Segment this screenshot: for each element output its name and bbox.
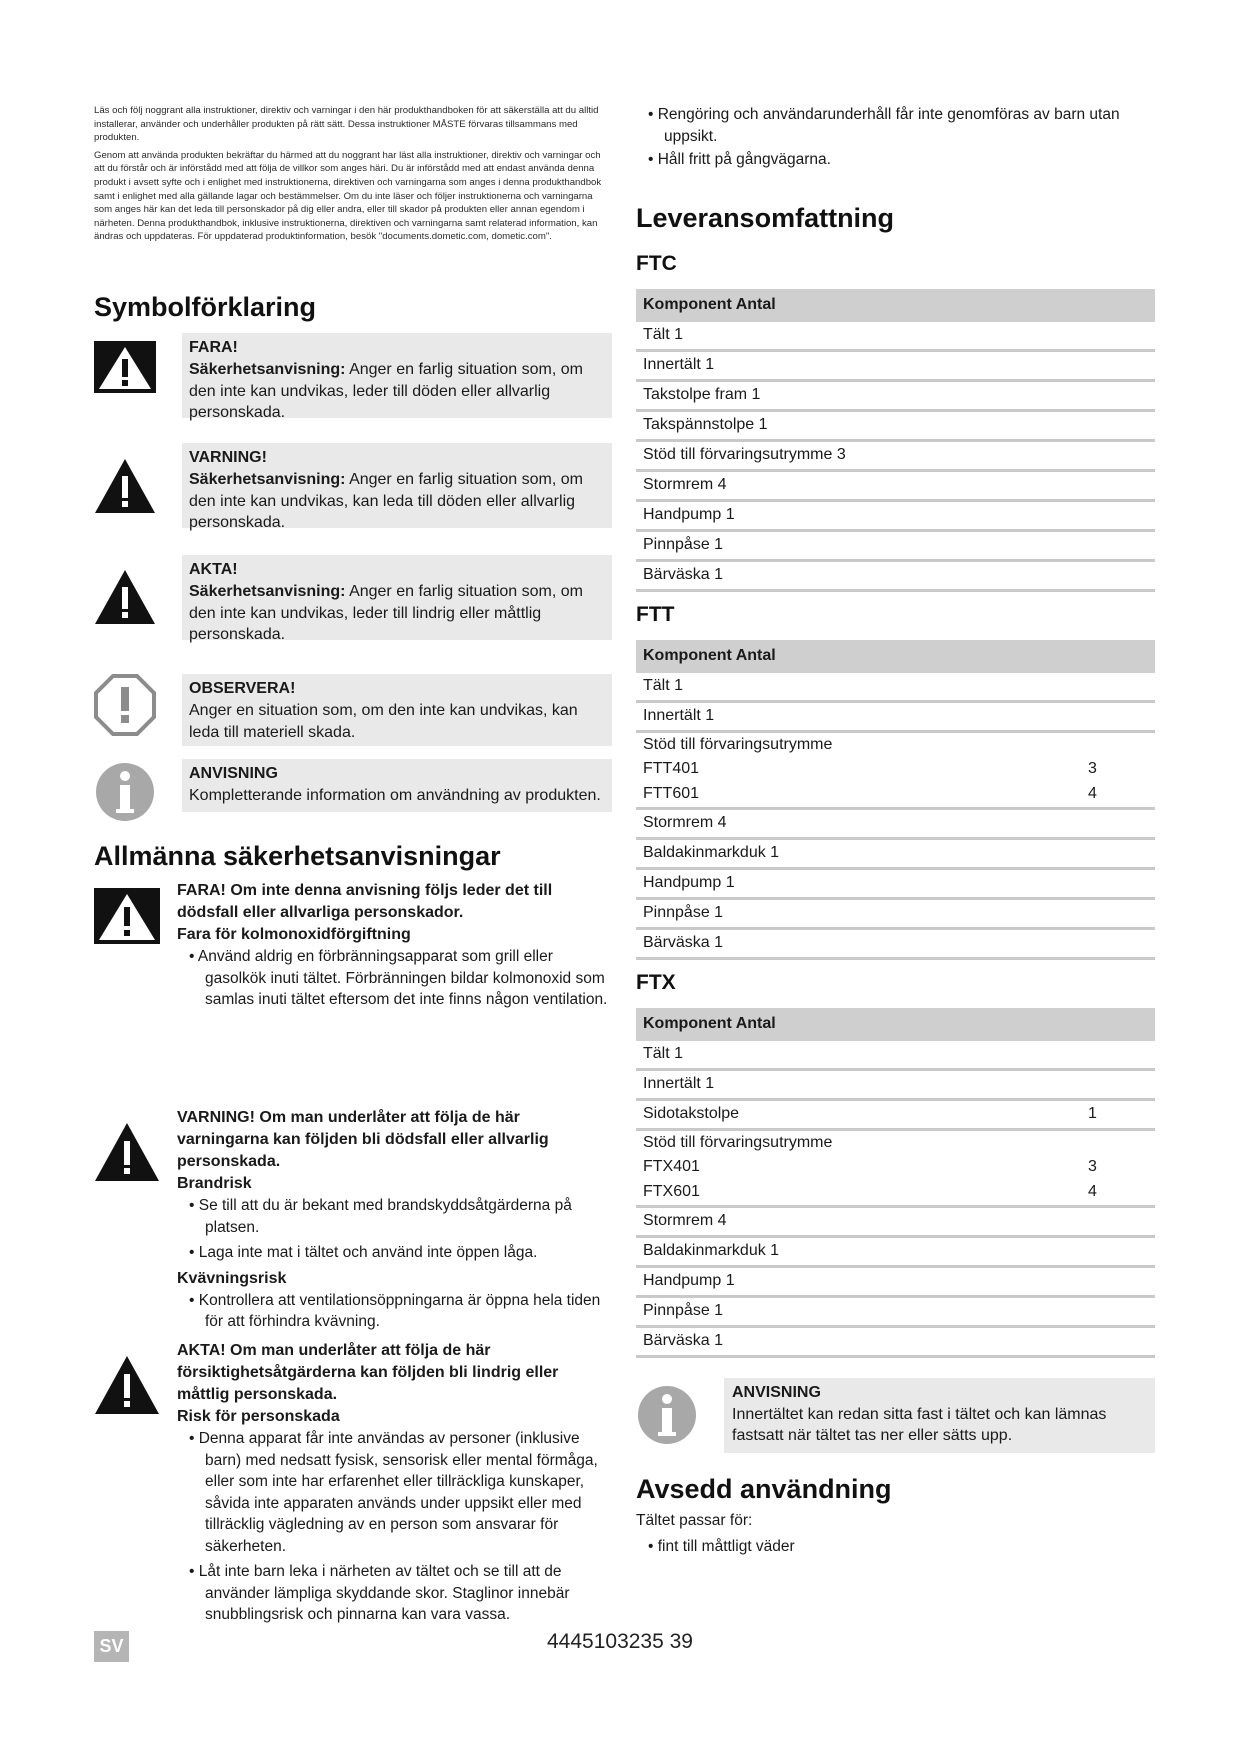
table-cell: Takspännstolpe 1 [636, 410, 1155, 440]
table-header: Komponent Antal [636, 640, 1155, 673]
danger-warning-icon [94, 341, 156, 403]
ftx-table [636, 1008, 1155, 1358]
table-row [636, 322, 1155, 351]
symbol-text [189, 469, 605, 534]
list-item: • Kontrollera att ventilationsöppningarna är öppna hela tiden för att förhindra kvävning. [189, 1291, 601, 1330]
table-cell: Handpump 1 [636, 500, 1155, 530]
symbol-lead: Säkerhetsanvisning: [189, 361, 346, 378]
symbol-title: ANVISNING [189, 765, 278, 782]
table-header-row [636, 1008, 1155, 1041]
ftt-table [636, 640, 1155, 960]
list-item: • Låt inte barn leka i närheten av tältet och se till att de använder lämpliga skyddande skor. Staglinor innebär snubblingsrisk och pinnarna kan vara vassa. [189, 1563, 570, 1623]
intro-text [94, 104, 612, 248]
table-cell-qty: 3 [1088, 759, 1097, 777]
table-row [636, 868, 1155, 898]
table-cell: Takstolpe fram 1 [636, 380, 1155, 410]
table-row [636, 673, 1155, 702]
table-row [636, 781, 1155, 809]
table-header-row [636, 640, 1155, 673]
table-cell: Pinnpåse 1 [636, 898, 1155, 928]
table-row [636, 1266, 1155, 1296]
table-row [636, 1069, 1155, 1099]
table-cell: Stöd till förvaringsutrymme [643, 1133, 833, 1151]
safety-warning-heading: VARNING! Om man underlåter att följa de här varningarna kan följden bli dödsfall eller allvarlig personskada. [177, 1109, 549, 1170]
table-cell: Handpump 1 [636, 868, 1155, 898]
table-cell: Tält 1 [636, 322, 1155, 351]
symbol-warning-box [182, 443, 612, 531]
intended-use-heading: Avsedd användning [636, 1473, 892, 1504]
bullet-text: Rengöring och användarunderhåll får inte genomföras av barn utan uppsikt. [657, 106, 1120, 145]
table-row [636, 1206, 1155, 1236]
list-item: • fint till måttligt väder [648, 1537, 795, 1555]
table-header: Komponent Antal [636, 1008, 1155, 1041]
table-cell: Sidotakstolpe [636, 1099, 1081, 1129]
symbol-body: Anger en farlig situation som, om den inte kan undvikas, leder till döden eller allvarlig personskada. [189, 361, 583, 421]
table-row [636, 928, 1155, 958]
table-header: Komponent Antal [636, 289, 1155, 322]
symbol-info-box [182, 759, 612, 812]
table-row [636, 1326, 1155, 1356]
safety-danger-body [177, 880, 612, 1015]
table-cell: Baldakinmarkduk 1 [636, 1236, 1155, 1266]
table-cell: FTX401 [643, 1157, 700, 1175]
table-row [636, 757, 1155, 781]
bullet-text: Håll fritt på gångvägarna. [657, 151, 831, 168]
danger-warning-icon [94, 888, 160, 950]
safety-caution-body [177, 1340, 612, 1630]
table-cell: Bärväska 1 [636, 1326, 1155, 1356]
table-row [636, 898, 1155, 928]
table-cell-qty: 4 [1081, 1179, 1155, 1207]
bullet-text: Kontrollera att ventilationsöppningarna är öppna hela tiden för att förhindra kvävning. [198, 1291, 601, 1330]
symbol-text [189, 359, 605, 424]
symbol-lead: Säkerhetsanvisning: [189, 471, 346, 488]
intro-paragraph-2: Genom att använda produkten bekräftar du härmed att du noggrant har läst alla instruktioner, direktiv och varningar och att du förstår och är införstådd med att följa de villkor som anges häri. Du är införstådd med att endast använda denna produkt i avsett syfte och i enlighet med instruktionerna, direktiven och varningarna som anges i denna produkthandbok samt i enlighet med alla gällande lagar och bestämmelser. Om du inte läser och följer instruktionerna och varningarna som anges här kan det leda till personskador på dig eller andra, eller till skador på produkten eller annan egendom i närheten. Denna produkthandbok, inklusive instruktionerna, direktiven och varningarna samt relaterad information, kan ändras och uppdateras. För uppdaterad produktinformation, besök "documents.dometic.com, dometic.com". [94, 149, 602, 243]
safety-warning-body [177, 1107, 612, 1337]
ftc-title: FTC [636, 251, 677, 275]
table-cell: Stöd till förvaringsutrymme [643, 735, 833, 753]
safety-warning-sub1: Brandrisk [177, 1175, 252, 1192]
symbol-heading: Symbolförklaring [94, 292, 317, 322]
table-cell: Stormrem 4 [636, 470, 1155, 500]
warning-triangle-icon [94, 457, 156, 519]
symbol-body: Anger en farlig situation som, om den inte kan undvikas, leder till lindrig eller måttlig personskada. [189, 583, 583, 643]
symbol-lead: Säkerhetsanvisning: [189, 583, 346, 600]
symbol-caution-box [182, 555, 612, 643]
table-cell: FTT401 [643, 759, 700, 777]
table-cell: Pinnpåse 1 [636, 1296, 1155, 1326]
ftx-title: FTX [636, 970, 676, 994]
safety-danger-sub: Fara för kolmonoxidförgiftning [177, 926, 411, 943]
symbol-text: Kompletterande information om användning av produkten. [189, 787, 601, 804]
list-item: • Rengöring och användarunderhåll får inte genomföras av barn utan uppsikt. [648, 106, 1120, 145]
safety-caution-heading: AKTA! Om man underlåter att följa de här försiktighetsåtgärderna kan följden bli lindrig eller måttlig personskada. [177, 1342, 559, 1403]
caution-triangle-icon [94, 1354, 160, 1416]
safety-heading: Allmänna säkerhetsanvisningar [94, 841, 501, 871]
list-item: • Laga inte mat i tältet och använd inte öppen låga. [189, 1244, 538, 1261]
table-row [636, 808, 1155, 838]
intended-use-intro: Tältet passar för: [636, 1511, 753, 1529]
table-cell: Innertält 1 [636, 350, 1155, 380]
caution-triangle-icon [94, 568, 156, 630]
table-cell: FTX601 [636, 1179, 1081, 1207]
table-row [636, 1296, 1155, 1326]
right-column [636, 104, 1155, 1557]
symbol-title: VARNING! [189, 449, 267, 466]
delivery-heading: Leveransomfattning [636, 202, 895, 233]
bullet-text: Använd aldrig en förbränningsapparat som grill eller gasolkök inuti tältet. Förbränningen bildar kolmonoxid som samlas inuti tältet eftersom det inte finns någon ventilation. [197, 948, 608, 1008]
table-row [636, 530, 1155, 560]
table-cell: Stöd till förvaringsutrymme 3 [636, 440, 1155, 470]
list-item: • Se till att du är bekant med brandskyddsåtgärderna på platsen. [189, 1197, 572, 1236]
table-cell-qty: 3 [1088, 1157, 1097, 1175]
symbol-title: OBSERVERA! [189, 680, 296, 697]
table-cell: FTT601 [636, 781, 1081, 809]
table-row [636, 1099, 1155, 1129]
table-cell-qty: 1 [1081, 1099, 1155, 1129]
table-row [636, 470, 1155, 500]
safety-warning-sub2: Kvävningsrisk [177, 1269, 287, 1287]
table-cell: Stormrem 4 [636, 808, 1155, 838]
table-row [636, 500, 1155, 530]
note-box [724, 1378, 1155, 1453]
table-row [636, 440, 1155, 470]
safety-danger-heading: FARA! Om inte denna anvisning följs leder det till dödsfall eller allvarliga personskador. [177, 882, 553, 921]
note-block [636, 1378, 1155, 1452]
table-header-row [636, 289, 1155, 322]
table-cell: Handpump 1 [636, 1266, 1155, 1296]
table-cell: Innertält 1 [636, 1069, 1155, 1099]
ftc-table [636, 289, 1155, 592]
table-cell: Tält 1 [636, 1041, 1155, 1070]
symbol-text [189, 581, 605, 646]
table-cell: Baldakinmarkduk 1 [636, 838, 1155, 868]
table-cell: Tält 1 [636, 673, 1155, 702]
warning-triangle-icon [94, 1121, 160, 1183]
table-row [636, 1041, 1155, 1070]
bullet-text: Denna apparat får inte användas av personer (inklusive barn) med nedsatt fysisk, sensorisk eller mental förmåga, eller som inte har erfarenhet eller tillräckliga kunskaper, såvida inte apparaten används under uppsikt eller med tillräcklig vägledning av en person som ansvarar för säkerheten. [198, 1430, 598, 1555]
bullet-text: Låt inte barn leka i närheten av tältet och se till att de använder lämpliga skyddande skor. Staglinor innebär snubblingsrisk och pinnarna kan vara vassa. [198, 1563, 570, 1623]
intro-paragraph-1: Läs och följ noggrant alla instruktioner, direktiv och varningar i den här produkthandboken för att säkerställa att du alltid installerar, använder och underhåller produkten på rätt sätt. Dessa instruktioner MÅSTE förvaras tillsammans med produkten. [94, 105, 599, 144]
bullet-text: fint till måttligt väder [657, 1537, 795, 1555]
table-cell: Innertält 1 [636, 701, 1155, 731]
list-item: • Använd aldrig en förbränningsapparat som grill eller gasolkök inuti tältet. Förbränningen bildar kolmonoxid som samlas inuti tältet eftersom det inte finns någon ventilation. [189, 948, 608, 1008]
symbol-title: AKTA! [189, 561, 238, 578]
language-badge: SV [94, 1631, 129, 1662]
table-row [636, 350, 1155, 380]
list-item: • Denna apparat får inte användas av personer (inklusive barn) med nedsatt fysisk, sensorisk eller mental förmåga, eller som inte har erfarenhet eller tillräckliga kunskaper, såvida inte apparaten används under uppsikt eller med tillräcklig vägledning av en person som ansvarar för säkerheten. [189, 1430, 598, 1555]
table-row [636, 1129, 1155, 1155]
table-row [636, 1179, 1155, 1207]
notice-octagon-icon [94, 674, 156, 736]
table-cell: Bärväska 1 [636, 928, 1155, 958]
table-row [636, 560, 1155, 590]
list-item: • Håll fritt på gångvägarna. [648, 151, 831, 168]
table-cell: Bärväska 1 [636, 560, 1155, 590]
table-row [636, 731, 1155, 757]
symbol-text: Anger en situation som, om den inte kan undvikas, kan leda till materiell skada. [189, 702, 578, 741]
page-number: 4445103235 39 [547, 1630, 693, 1653]
table-row [636, 838, 1155, 868]
bullet-text: Se till att du är bekant med brandskyddsåtgärderna på platsen. [198, 1197, 572, 1236]
table-cell-qty: 4 [1081, 781, 1155, 809]
info-icon [636, 1384, 698, 1446]
symbol-body: Anger en farlig situation som, om den inte kan undvikas, kan leda till döden eller allvarlig personskada. [189, 471, 583, 531]
note-text: Innertältet kan redan sitta fast i tältet och kan lämnas fastsatt när tältet tas ner eller sätts upp. [732, 1405, 1107, 1444]
safety-caution-sub: Risk för personskada [177, 1408, 340, 1425]
table-cell: Stormrem 4 [636, 1206, 1155, 1236]
symbol-title: FARA! [189, 339, 238, 356]
table-row [636, 701, 1155, 731]
table-row [636, 410, 1155, 440]
ftt-title: FTT [636, 602, 675, 626]
table-cell: Pinnpåse 1 [636, 530, 1155, 560]
note-title: ANVISNING [732, 1383, 821, 1401]
info-icon [94, 761, 156, 823]
table-row [636, 1155, 1155, 1179]
table-row [636, 1236, 1155, 1266]
table-row [636, 380, 1155, 410]
bullet-text: Laga inte mat i tältet och använd inte öppen låga. [198, 1244, 538, 1261]
symbol-danger-box [182, 333, 612, 421]
symbol-notice-box [182, 674, 612, 746]
